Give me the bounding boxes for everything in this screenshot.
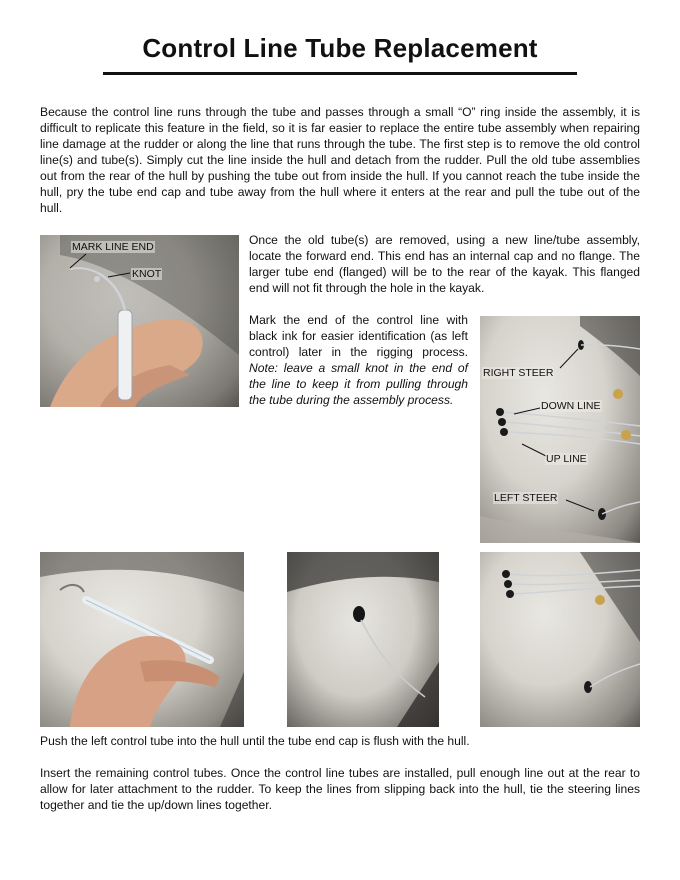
photo-new-tube-knot <box>40 235 239 407</box>
mark-line-note: Note: leave a small knot in the end of the line to keep it from pulling through the tube during the assembly process. <box>249 361 468 407</box>
photo-hull-lines <box>480 316 640 543</box>
label-mark-line-end: MARK LINE END <box>72 241 154 253</box>
new-tube-paragraph: Once the old tube(s) are removed, using a new line/tube assembly, locate the forward end. This end has an internal cap and no flange. The larger tube end (flanged) will be to the rear of the kayak. This flanged end will not fit through the hole in the kayak. <box>249 233 640 295</box>
intro-paragraph: Because the control line runs through the tube and passes through a small “O” ring inside the assembly, it is difficult to replicate this feature in the field, so it is far easier to replace the entire tube assembly when repairing line damage at the rudder or along the line that runs through the tube. The first step is to remove the old control line(s) and tube(s). Simply cut the line inside the hull and detach from the rudder. Pull the old tube assemblies out from the rear of the hull by pushing the tube out from inside the hull. If you cannot reach the tube inside the hull, pry the tube end cap and tube away from the hull where it enters at the rear and pull the tube out of the hull. <box>40 105 640 215</box>
push-tube-caption: Push the left control tube into the hull until the tube end cap is flush with the hull. <box>40 734 470 748</box>
label-left-steer: LEFT STEER <box>494 492 558 504</box>
label-down-line: DOWN LINE <box>541 400 601 412</box>
photo-lines-installed-drawing <box>480 552 640 727</box>
photo-hull-lines-drawing <box>480 316 640 543</box>
label-up-line: UP LINE <box>546 453 587 465</box>
photo-push-tube-drawing <box>40 552 244 727</box>
photo-tube-cap-flush <box>287 552 439 727</box>
page-title: Control Line Tube Replacement <box>142 33 538 63</box>
photo-push-tube <box>40 552 244 727</box>
insert-tubes-paragraph: Insert the remaining control tubes. Once the control line tubes are installed, pull enough line out at the rear to allow for later attachment to the rudder. To keep the lines from slipping back into the hull, tie the steering lines together and tie the up/down lines together. <box>40 766 640 812</box>
mark-line-text: Mark the end of the control line with black ink for easier identification (as left control) later in the rigging process. <box>249 313 468 359</box>
label-knot: KNOT <box>132 268 162 280</box>
title-underline <box>103 72 577 75</box>
photo-tube-cap-drawing <box>287 552 439 727</box>
label-right-steer: RIGHT STEER <box>483 367 554 379</box>
photo-lines-installed <box>480 552 640 727</box>
mark-line-paragraph <box>249 312 468 408</box>
photo-new-tube-drawing <box>40 235 239 407</box>
